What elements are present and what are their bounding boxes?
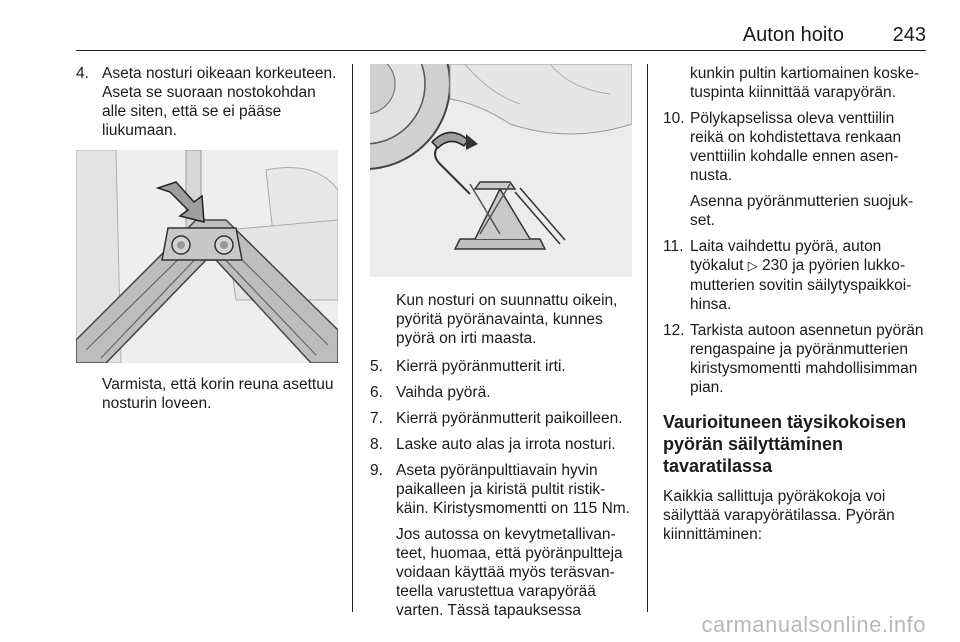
page-header <box>76 0 926 51</box>
step-text: Asenna pyöränmutterien suojukset. <box>690 193 914 229</box>
step-7 <box>370 409 632 428</box>
step-text: Tarkista autoon asennetun pyörän rengaspaine ja pyöränmutterien kiristysmomentti mahdollisimman pian. <box>690 322 924 396</box>
step-text: Pölykapselissa oleva venttiilin reikä on kohdistettava renkaan venttiilin kohdalle ennen asennusta. <box>690 110 902 184</box>
column-middle <box>370 64 632 627</box>
step-9-continued <box>663 64 927 102</box>
step-12 <box>663 321 927 397</box>
step-text: Kierrä pyöränmutterit paikoilleen. <box>396 410 623 427</box>
jack-placement-illustration <box>76 150 338 363</box>
step-number: 11. <box>663 238 684 255</box>
step-number: 12. <box>663 322 685 339</box>
column-divider <box>647 64 648 612</box>
step-8 <box>370 435 632 454</box>
page-number: 243 <box>892 24 926 46</box>
step-text: Aseta pyöränpulttiavain hyvin paikalleen ja kiristä pultit ristikkäin. Kiristysmomentti on 115 Nm. <box>396 462 631 517</box>
step-text-part: ja pyörien lukkomutterien sovitin säilytyspaikkoihinsa. <box>690 257 912 313</box>
step-5 <box>370 357 632 376</box>
step-4 <box>76 64 338 140</box>
page-reference-number[interactable]: 230 <box>762 257 788 274</box>
column-divider <box>352 64 353 612</box>
column-left <box>76 64 338 420</box>
step-text: Aseta nosturi oikeaan korkeuteen. Aseta se suoraan nostokohdan alle siten, että se ei pääse liukumaan. <box>102 65 337 139</box>
section-title: Auton hoito <box>742 24 844 46</box>
body-paragraph: Kaikkia sallittuja pyöräkokoja voi säilyttää varapyörätilassa. Pyörän kiinnittäminen: <box>663 488 895 543</box>
section-heading: Vaurioituneen täysikokoisen pyörän säilyttäminen tavaratilassa <box>663 412 907 476</box>
step-number: 7. <box>370 410 383 427</box>
step-number: 5. <box>370 358 383 375</box>
step-number: 10. <box>663 110 685 127</box>
illustration-caption: Kun nosturi on suunnattu oikein, pyöritä pyöränavainta, kunnes pyörä on irti maasta. <box>396 292 618 347</box>
step-6 <box>370 383 632 402</box>
page-reference-icon: ▷ <box>747 259 758 274</box>
step-text: Kierrä pyöränmutterit irti. <box>396 358 566 375</box>
step-text: kunkin pultin kartiomainen kosketuspinta kiinnittää varapyörän. <box>690 65 920 101</box>
step-text: Vaihda pyörä. <box>396 384 491 401</box>
step-11 <box>663 237 927 314</box>
illustration-caption: Varmista, että korin reuna asettuu nosturin loveen. <box>102 376 334 412</box>
step-10 <box>663 109 927 230</box>
step-number: 9. <box>370 462 383 479</box>
jack-raising-illustration <box>370 64 632 277</box>
watermark: carmanualsonline.info <box>701 612 926 637</box>
step-number: 8. <box>370 436 383 453</box>
column-right <box>663 64 927 551</box>
step-number: 6. <box>370 384 383 401</box>
step-text: Laske auto alas ja irrota nosturi. <box>396 436 616 453</box>
step-text: Jos autossa on kevytmetallivanteet, huomaa, että pyöränpultteja voidaan käyttää myös teräsvanteella varustettua varapyörää varten. Tässä tapauksessa <box>396 526 623 619</box>
step-text-part: Laita vaihdettu pyörä, auton työkalut <box>690 238 882 274</box>
step-9 <box>370 461 632 620</box>
step-number: 4. <box>76 65 89 82</box>
step-text <box>690 237 927 314</box>
